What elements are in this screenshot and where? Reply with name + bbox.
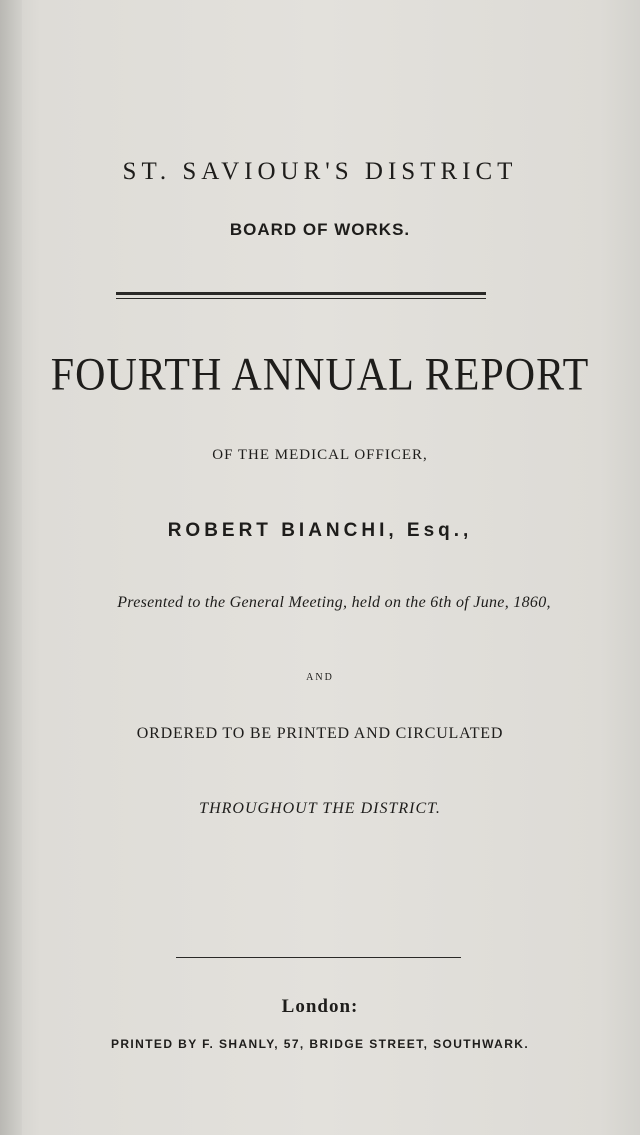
author-name: ROBERT BIANCHI, Esq., <box>167 520 473 541</box>
officer-line: OF THE MEDICAL OFFICER, <box>212 447 428 463</box>
throughout-line: THROUGHOUT THE DISTRICT. <box>199 800 441 817</box>
double-rule-thick-line <box>116 292 486 295</box>
ordered-line: ORDERED TO BE PRINTED AND CIRCULATED <box>136 725 504 742</box>
report-title: FOURTH ANNUAL REPORT <box>50 349 590 401</box>
and-conjunction: AND <box>306 672 334 683</box>
single-rule-divider <box>176 957 461 958</box>
district-heading: ST. SAVIOUR'S DISTRICT <box>122 158 518 185</box>
imprint-place: London: <box>281 996 359 1017</box>
presented-line: Presented to the General Meeting, held on the 6th of June, 1860, <box>117 594 551 611</box>
printer-imprint: PRINTED BY F. SHANLY, 57, BRIDGE STREET, SOUTHWARK. <box>110 1037 530 1051</box>
board-heading: BOARD OF WORKS. <box>229 220 411 239</box>
double-rule-thin-line <box>116 298 486 299</box>
double-rule-divider <box>116 292 486 301</box>
